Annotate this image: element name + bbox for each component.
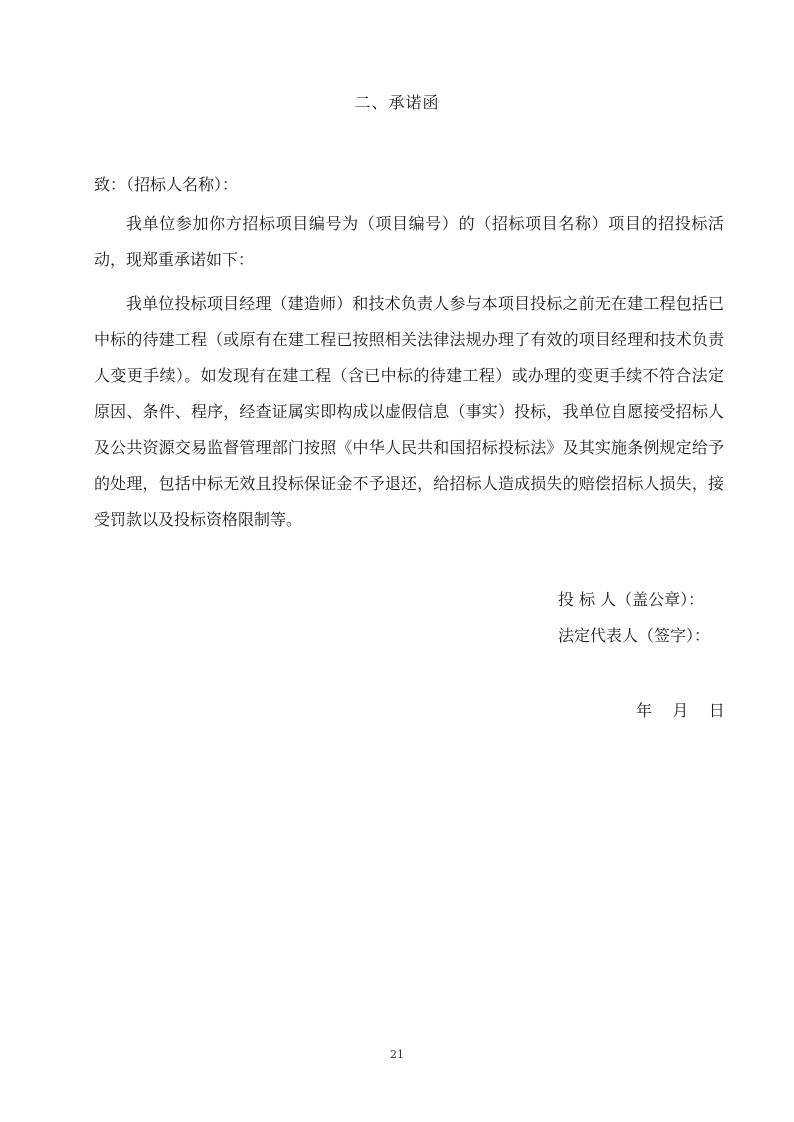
paragraph-commitment: 我单位投标项目经理（建造师）和技术负责人参与本项目投标之前无在建工程包括已中标的待建工程（或原有在建工程已按照相关法律法规办理了有效的项目经理和技术负责人变更手续）。如发现有在建工程（含已中标的待建工程）或办理的变更手续不符合法定原因、条件、程序，经查证属实即构成以虚假信息（事实）投标，我单位自愿接受招标人及公共资源交易监督管理部门按照《中华人民共和国招标投标法》及其实施条例规定给予的处理，包括中标无效且投标保证金不予退还，给招标人造成损失的赔偿招标人损失，接受罚款以及投标资格限制等。 (94, 294, 724, 529)
page-title: 二、承诺函 (354, 93, 440, 112)
date-label: 年 月 日 (636, 701, 725, 720)
salutation: 致：（招标人名称）： (94, 175, 239, 194)
paragraph-intro: 我单位参加你方招标项目编号为（项目编号）的（招标项目名称）项目的招投标活动，现郑重承诺如下： (94, 214, 724, 269)
legal-representative-label: 法定代表人（签字）： (558, 626, 711, 645)
signature-block (558, 582, 710, 654)
bidder-seal-label: 投 标 人（盖公章）： (558, 590, 705, 609)
page-number: 21 (390, 1048, 404, 1061)
